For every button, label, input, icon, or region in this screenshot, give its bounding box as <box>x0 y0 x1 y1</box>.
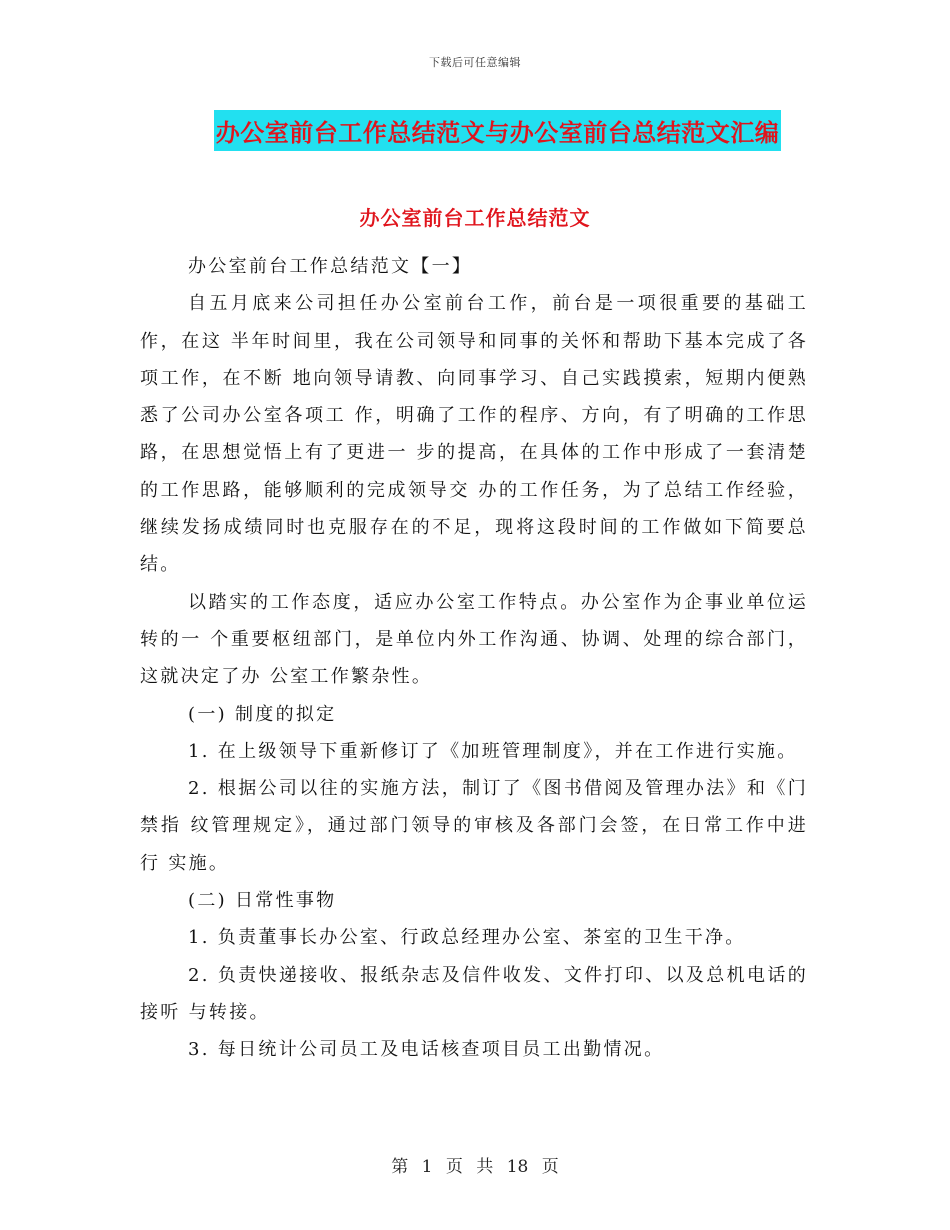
footer-suffix: 页 <box>541 1157 559 1177</box>
document-body <box>140 248 808 1069</box>
list-item-daily-2: 2. 负责快递接收、报纸杂志及信件收发、文件打印、以及总机电话的接听 与转接。 <box>140 964 808 1023</box>
page-footer <box>0 1152 950 1177</box>
footer-page-word: 页 <box>445 1157 463 1177</box>
list-item-daily-3: 3. 每日统计公司员工及电话核查项目员工出勤情况。 <box>188 1039 665 1061</box>
current-page-number: 1 <box>421 1157 433 1177</box>
main-title-container <box>0 110 950 151</box>
footer-prefix: 第 <box>391 1157 409 1177</box>
footer-total-word: 共 <box>476 1157 494 1177</box>
subheading-daily-affairs: (二) 日常性事物 <box>188 890 337 912</box>
section-title: 办公室前台工作总结范文 <box>359 206 591 230</box>
total-pages-number: 18 <box>506 1157 529 1177</box>
list-item-daily-1: 1. 负责董事长办公室、行政总经理办公室、茶室的卫生干净。 <box>188 927 746 949</box>
paragraph-heading-one: 办公室前台工作总结范文【一】 <box>188 256 473 277</box>
paragraph-work-attitude: 以踏实的工作态度，适应办公室工作特点。办公室作为企事业单位运转的一 个重要枢纽部门，是单位内外工作沟通、协调、处理的综合部门，这就决定了办 公室工作繁杂性。 <box>140 591 808 688</box>
list-item-rules-2: 2. 根据公司以往的实施方法，制订了《图书借阅及管理办法》和《门禁指 纹管理规定》，通过部门领导的审核及各部门会签，在日常工作中进行 实施。 <box>140 778 808 874</box>
list-item-rules-1: 1. 在上级领导下重新修订了《加班管理制度》，并在工作进行实施。 <box>188 740 798 762</box>
header-note: 下载后可任意编辑 <box>429 56 521 69</box>
paragraph-intro: 自五月底来公司担任办公室前台工作，前台是一项很重要的基础工作，在这 半年时间里，我在公司领导和同事的关怀和帮助下基本完成了各项工作，在不断 地向领导请教、向同事学习、自己实践摸索，短期内便熟悉了公司办公室各项工 作，明确了工作的程序、方向，有了明确的工作思路，在思想觉悟上有了更进一 步的提高，在具体的工作中形成了一套清楚的工作思路，能够顺利的完成领导交 办的工作任务，为了总结工作经验，继续发扬成绩同时也克服存在的不足，现将这段时间的工作做如下简要总结。 <box>140 293 808 576</box>
document-main-title: 办公室前台工作总结范文与办公室前台总结范文汇编 <box>214 110 782 151</box>
subheading-rules: (一) 制度的拟定 <box>188 703 337 725</box>
